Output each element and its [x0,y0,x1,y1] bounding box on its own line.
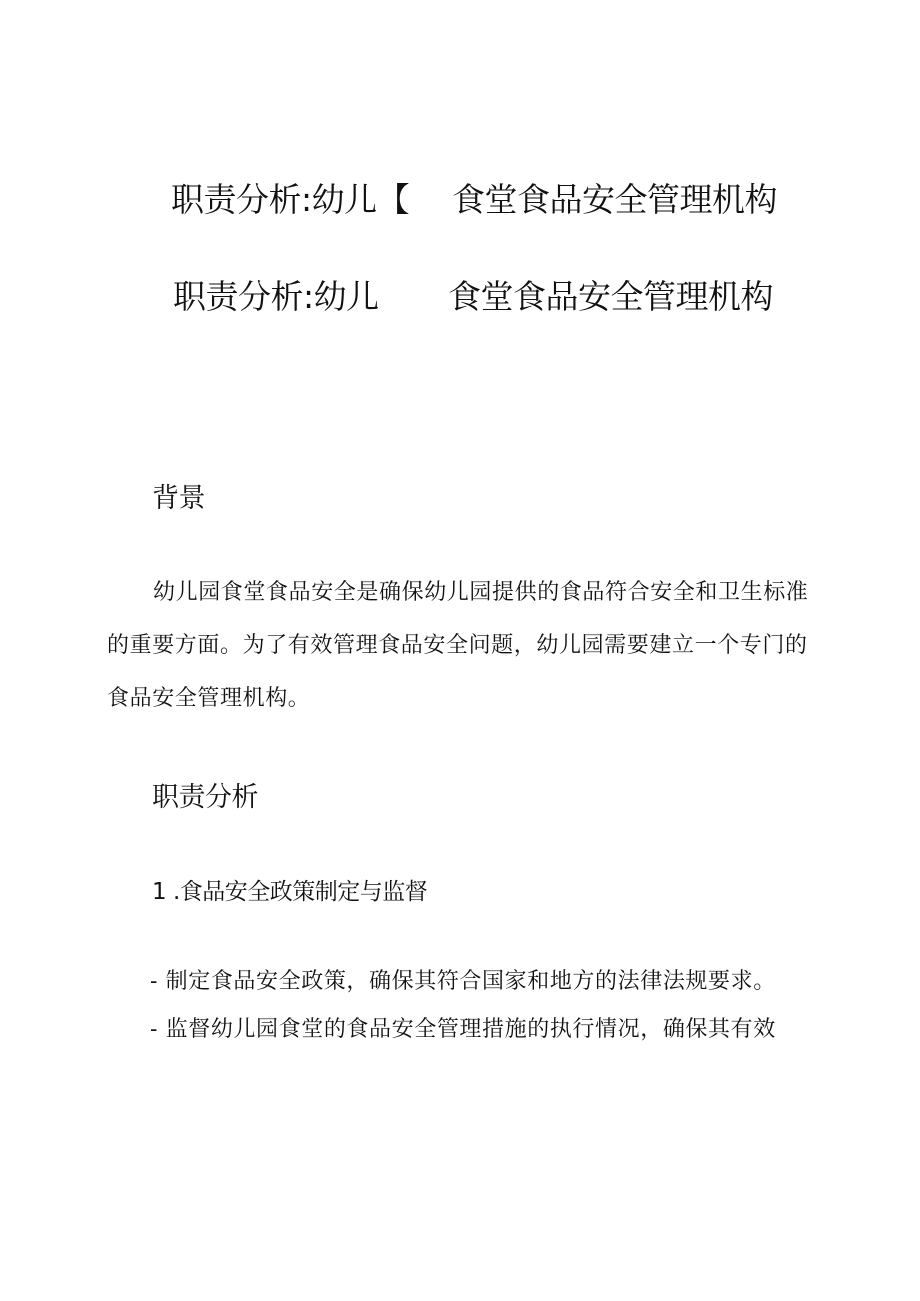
title-line-1 [0,180,920,220]
duty-item-1-title: 1 .食品安全政策制定与监督 [152,879,428,905]
title-line-2 [0,277,920,317]
title-line-2-left: 职责分析:幼儿 [173,277,379,316]
duty-heading: 职责分析 [152,782,258,813]
title-line-1-left: 职责分析:幼儿【 [171,180,410,219]
title-line-2-right: 食堂食品安全管理机构 [448,277,773,316]
duty-bullet-2: - 监督幼儿园食堂的食品安全管理措施的执行情况，确保其有效 [150,1017,776,1042]
background-paragraph: 幼儿园食堂食品安全是确保幼儿园提供的食品符合安全和卫生标准的重要方面。为了有效管理食品安全问题，幼儿园需要建立一个专门的食品安全管理机构。 [107,580,809,711]
title-line-1-right: 食堂食品安全管理机构 [452,180,777,219]
duty-bullet-1: - 制定食品安全政策，确保其符合国家和地方的法律法规要求。 [150,969,776,994]
background-heading: 背景 [152,483,205,514]
